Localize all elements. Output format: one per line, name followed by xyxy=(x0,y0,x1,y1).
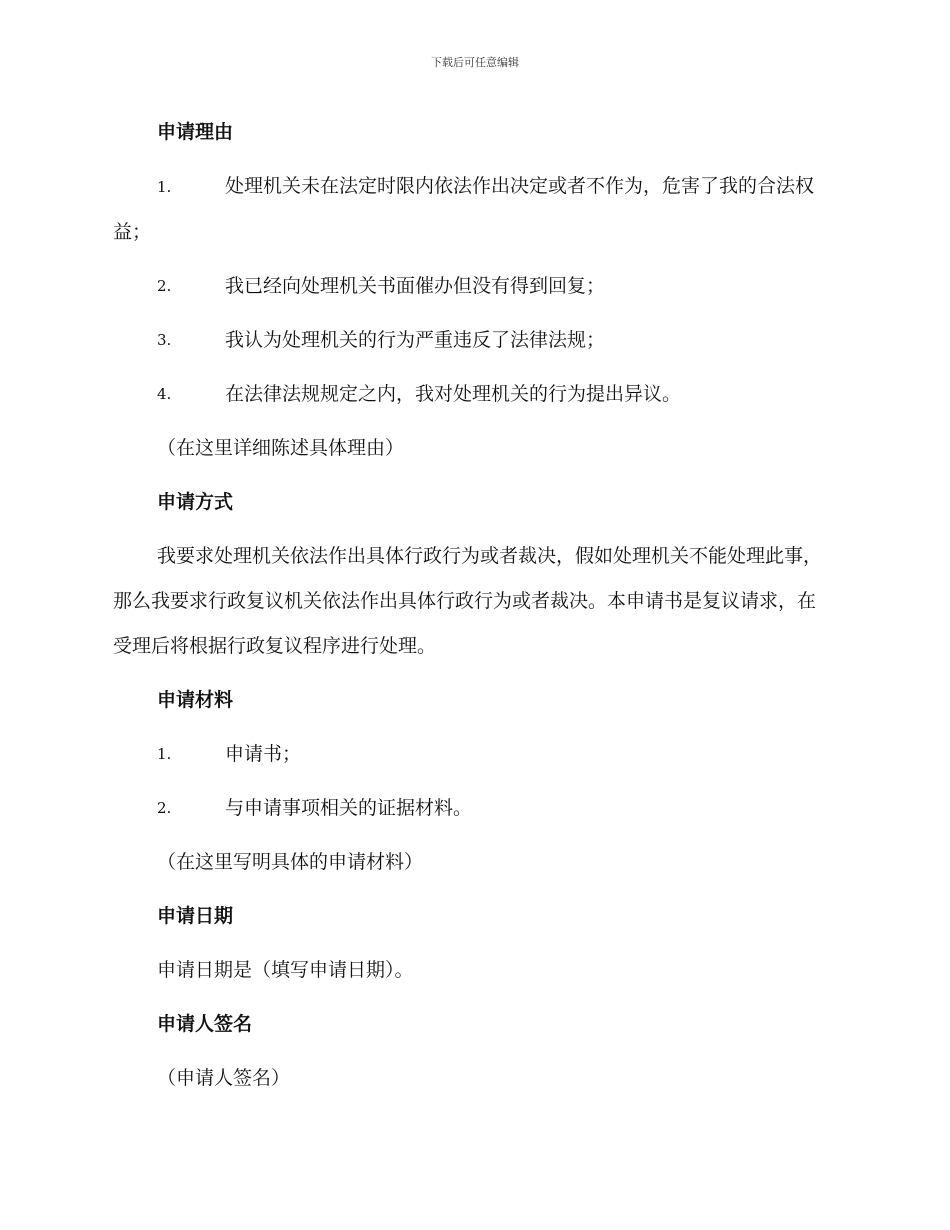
date-text: 申请日期是（填写申请日期）。 xyxy=(157,959,414,981)
list-number: 1. xyxy=(157,178,172,196)
list-text: 处理机关未在法定时限内依法作出决定或者不作为，危害了我的合法权益； xyxy=(113,175,815,243)
heading-date: 申请日期 xyxy=(157,905,234,927)
list-text: 我已经向处理机关书面催办但没有得到回复； xyxy=(225,275,606,297)
list-item xyxy=(113,318,833,363)
materials-note: （在这里写明具体的申请材料） xyxy=(157,851,424,873)
list-number: 2. xyxy=(157,799,172,817)
page-header: 下载后可任意编辑 xyxy=(431,56,519,69)
list-number: 4. xyxy=(157,385,172,403)
document-body xyxy=(113,110,833,1110)
list-text: 在法律法规规定之内，我对处理机关的行为提出异议。 xyxy=(225,383,682,405)
list-item xyxy=(113,372,833,417)
list-number: 1. xyxy=(157,745,172,763)
heading-method: 申请方式 xyxy=(157,491,234,513)
heading-signature: 申请人签名 xyxy=(157,1013,253,1035)
list-text: 与申请事项相关的证据材料。 xyxy=(225,797,473,819)
reason-note: （在这里详细陈述具体理由） xyxy=(157,437,405,459)
list-item xyxy=(113,164,833,255)
heading-materials: 申请材料 xyxy=(157,689,234,711)
method-paragraph: 我要求处理机关依法作出具体行政行为或者裁决，假如处理机关不能处理此事，那么我要求行政复议机关依法作出具体行政行为或者裁决。本申请书是复议请求，在受理后将根据行政复议程序进行处理。 xyxy=(113,545,823,657)
signature-text: （申请人签名） xyxy=(157,1067,291,1089)
list-number: 3. xyxy=(157,331,172,349)
list-item xyxy=(113,786,833,831)
list-item xyxy=(113,264,833,309)
list-text: 我认为处理机关的行为严重违反了法律法规； xyxy=(225,329,606,351)
heading-reason: 申请理由 xyxy=(157,121,234,143)
list-item xyxy=(113,732,833,777)
list-text: 申请书； xyxy=(225,743,302,765)
list-number: 2. xyxy=(157,277,172,295)
